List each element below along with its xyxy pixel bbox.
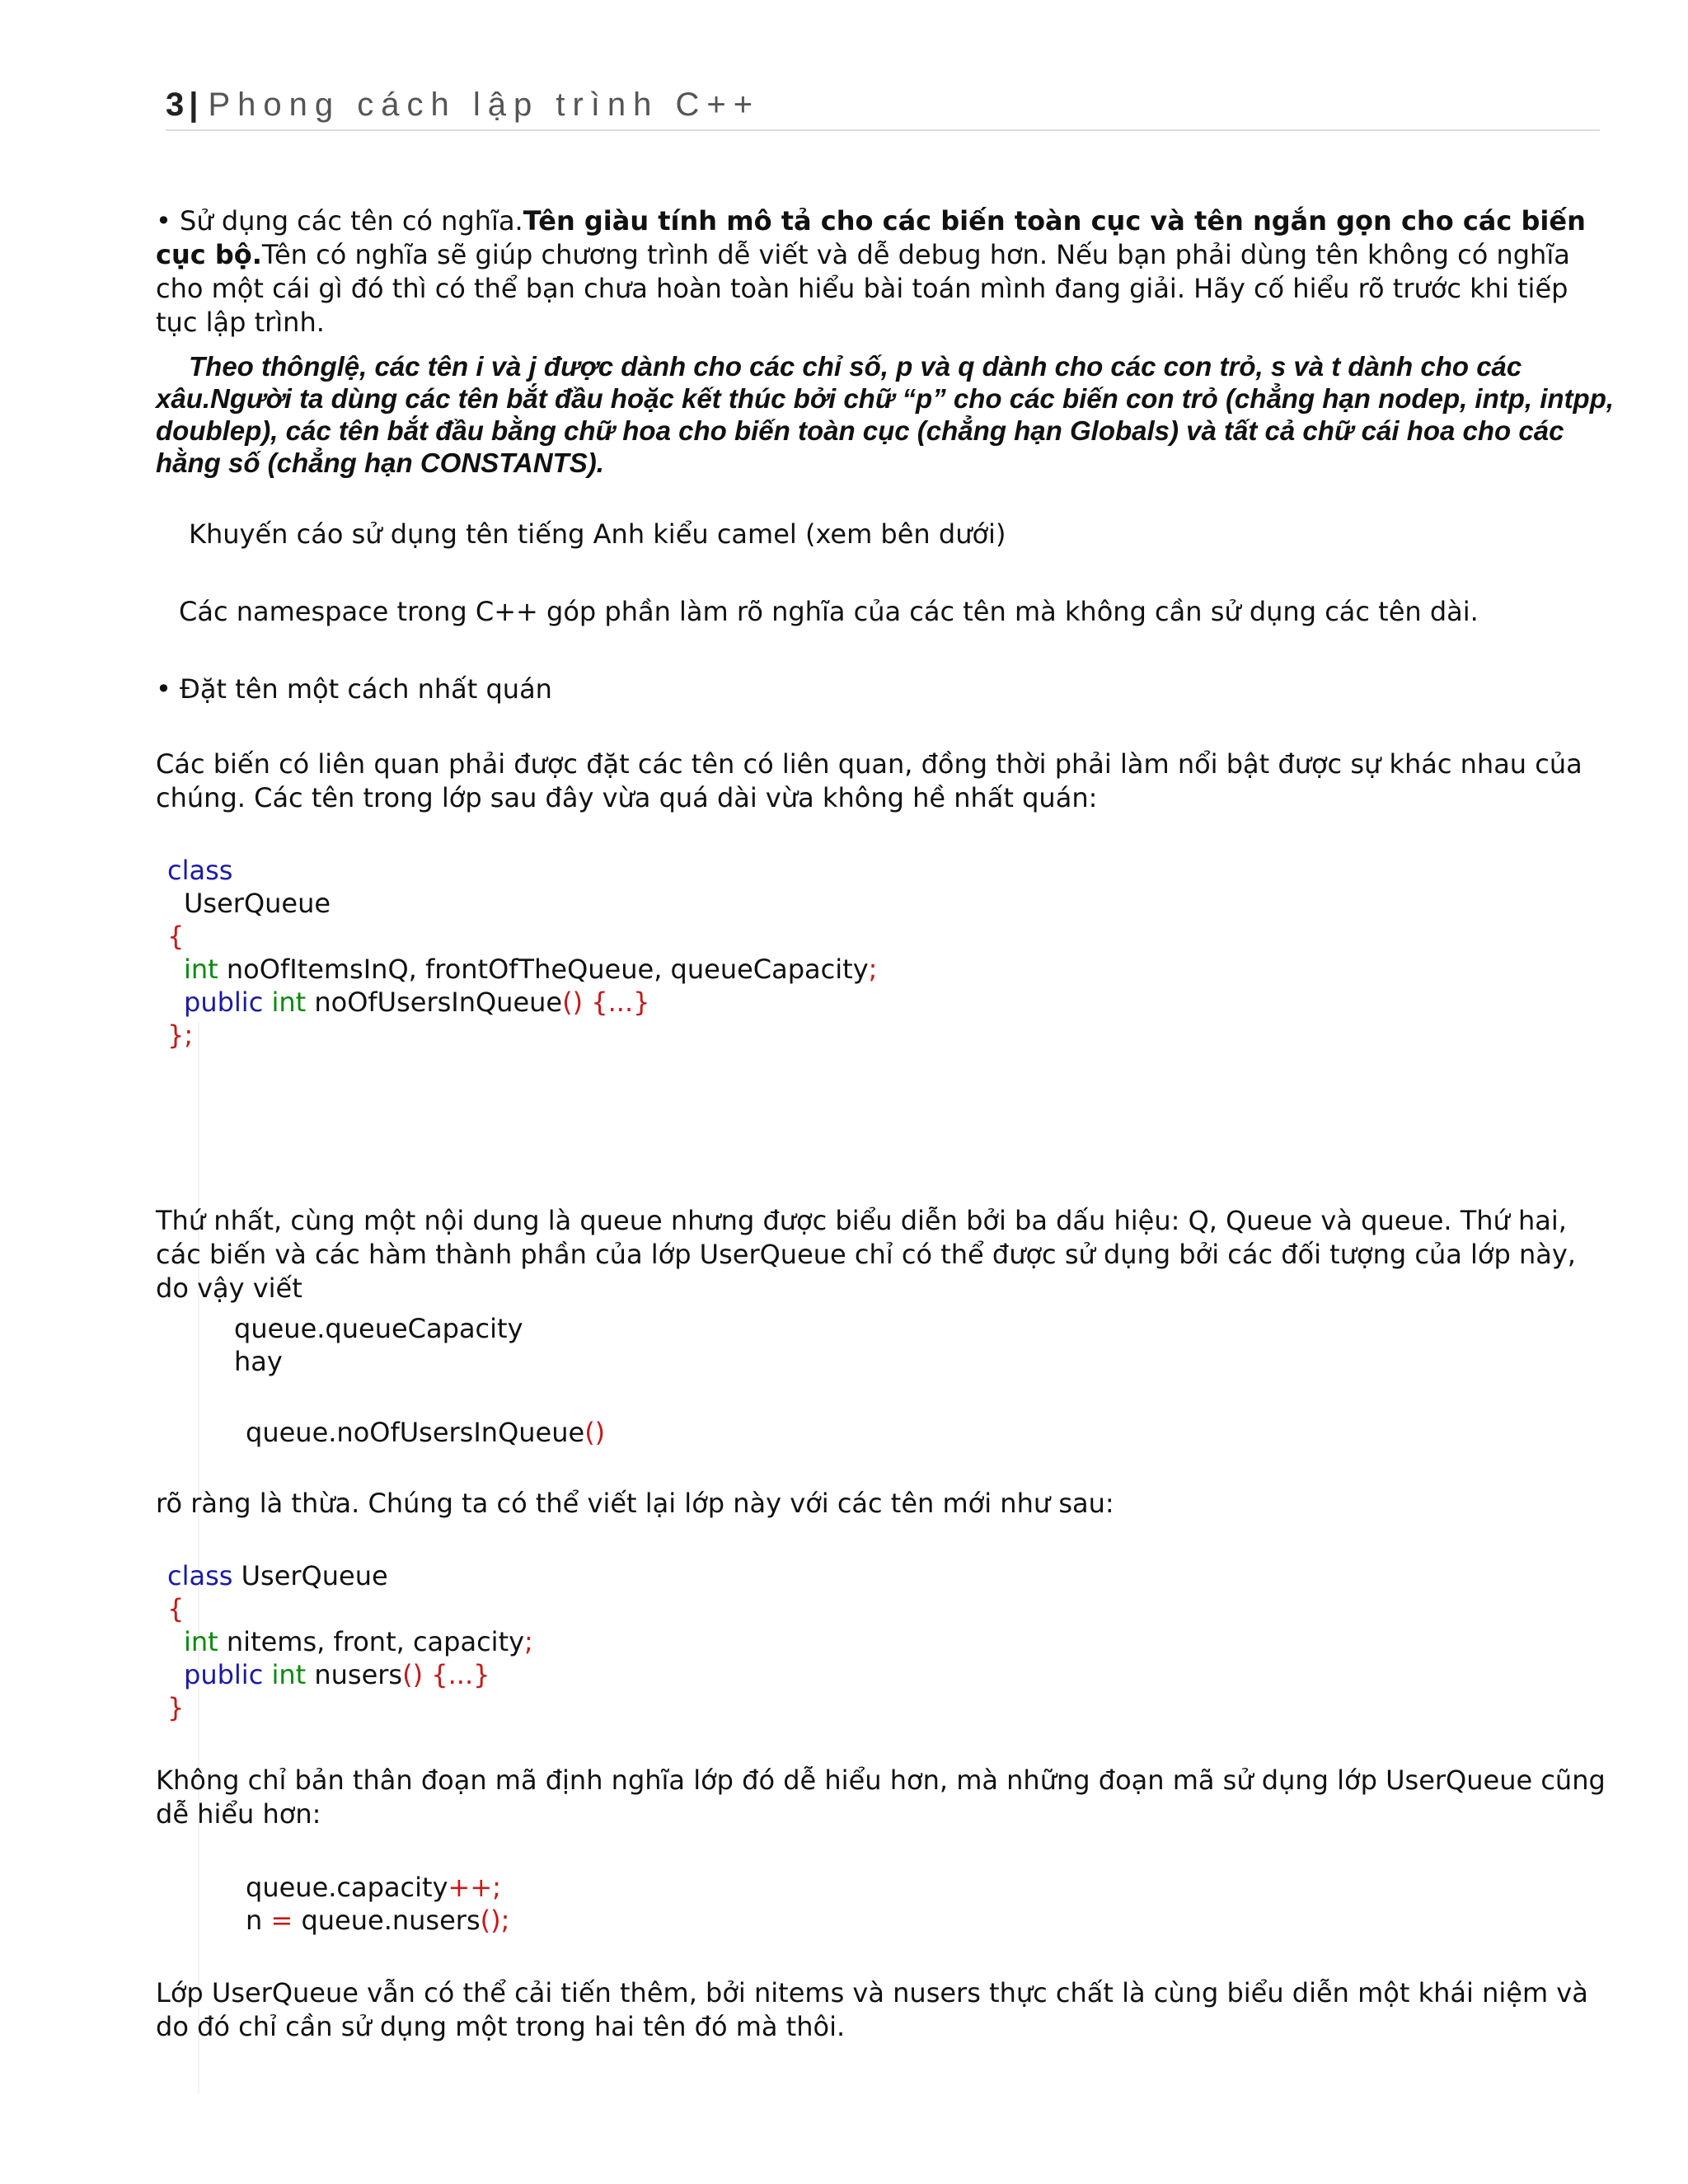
code-open-brace: { (167, 921, 185, 952)
paragraph-text: Tên có nghĩa sẽ giúp chương trình dễ viết và dễ debug hơn. Nếu bạn phải dùng tên không có nghĩa cho một cái gì đó thì có thể bạn chưa hoàn toàn hiểu bài toán mình đang giải. Hãy cố hiểu rõ trước khi tiếp tục lập trình. (156, 239, 1570, 338)
paragraph-meaningful-names (156, 204, 1616, 340)
paragraph-easier-usage: Không chỉ bản thân đoạn mã định nghĩa lớp đó dễ hiểu hơn, mà những đoạn mã sử dụng lớp UserQueue cũng dễ hiểu hơn: (156, 1765, 1606, 1830)
paragraph-camel-case: Khuyến cáo sử dụng tên tiếng Anh kiểu camel (xem bên dưới) (189, 518, 1006, 550)
code-capacity-increment: queue.capacity++; (246, 1872, 501, 1903)
code-class-name: UserQueue (184, 888, 331, 919)
header-separator: | (189, 87, 199, 123)
bullet-consistent-names: • Đặt tên một cách nhất quán (156, 673, 552, 705)
code-keyword-class: class (167, 855, 233, 886)
code-method-line-2: public int nusers() {...} (184, 1659, 490, 1690)
code-fields-line-2: int nitems, front, capacity; (184, 1626, 533, 1657)
word-or: hay (234, 1346, 283, 1377)
paragraph-first-second: Thứ nhất, cùng một nội dung là queue nhưng được biểu diễn bởi ba dấu hiệu: Q, Queue và queue. Thứ hai, các biến và các hàm thành phần của lớp UserQueue chỉ có thể được sử dụng bởi các đối tượng của lớp này, do vậy viết (156, 1205, 1576, 1304)
code-method-line: public int noOfUsersInQueue() {...} (184, 987, 650, 1018)
paragraph-naming-conventions: Theo thônglệ, các tên i và j được dành cho các chỉ số, p và q dành cho các con trỏ, s và t dành cho các xâu.Người ta dùng các tên bắt đầu hoặc kết thúc bởi chữ “p” cho các biến con trỏ (chẳng hạn nodep, intp, intpp, doublep), các tên bắt đầu bằng chữ hoa cho biến toàn cục (chẳng hạn Globals) và tất cả chữ cái hoa cho các hằng số (chẳng hạn CONSTANTS). (156, 351, 1615, 478)
code-fields-line: int noOfItemsInQ, frontOfTheQueue, queueCapacity; (184, 954, 878, 985)
paragraph-related-variables: Các biến có liên quan phải được đặt các tên có liên quan, đồng thời phải làm nổi bật được sự khác nhau của chúng. Các tên trong lớp sau đây vừa quá dài vừa không hề nhất quán: (156, 748, 1582, 813)
paragraph-redundant: rõ ràng là thừa. Chúng ta có thể viết lại lớp này với các tên mới như sau: (156, 1488, 1114, 1519)
page-shade (198, 1022, 199, 2093)
code-open-brace-2: { (167, 1593, 185, 1624)
code-no-of-users: queue.noOfUsersInQueue() (246, 1417, 606, 1448)
code-close-brace: }; (167, 1019, 194, 1051)
code-nusers-assignment: n = queue.nusers(); (246, 1905, 510, 1936)
code-queue-capacity: queue.queueCapacity (234, 1313, 523, 1344)
paragraph-further-improvement: Lớp UserQueue vẫn có thể cải tiến thêm, bởi nitems và nusers thực chất là cùng biểu diễn một khái niệm và do đó chỉ cần sử dụng một trong hai tên đó mà thôi. (156, 1977, 1588, 2042)
paragraph-namespaces: Các namespace trong C++ góp phần làm rõ nghĩa của các tên mà không cần sử dụng các tên dài. (179, 596, 1479, 627)
bullet-meaningful-names: • Sử dụng các tên có nghĩa. (156, 205, 523, 237)
code-close-brace-2: } (167, 1692, 185, 1723)
header-title: Phong cách lập trình C++ (208, 87, 761, 123)
page-number: 3 (166, 87, 185, 123)
code-class-declaration: class UserQueue (167, 1560, 388, 1591)
bold-emphasis: Tên giàu tính mô tả cho các biến toàn cục và tên ngắn gọn cho các biến cục bộ. (156, 205, 1586, 270)
page-header (166, 87, 1600, 131)
